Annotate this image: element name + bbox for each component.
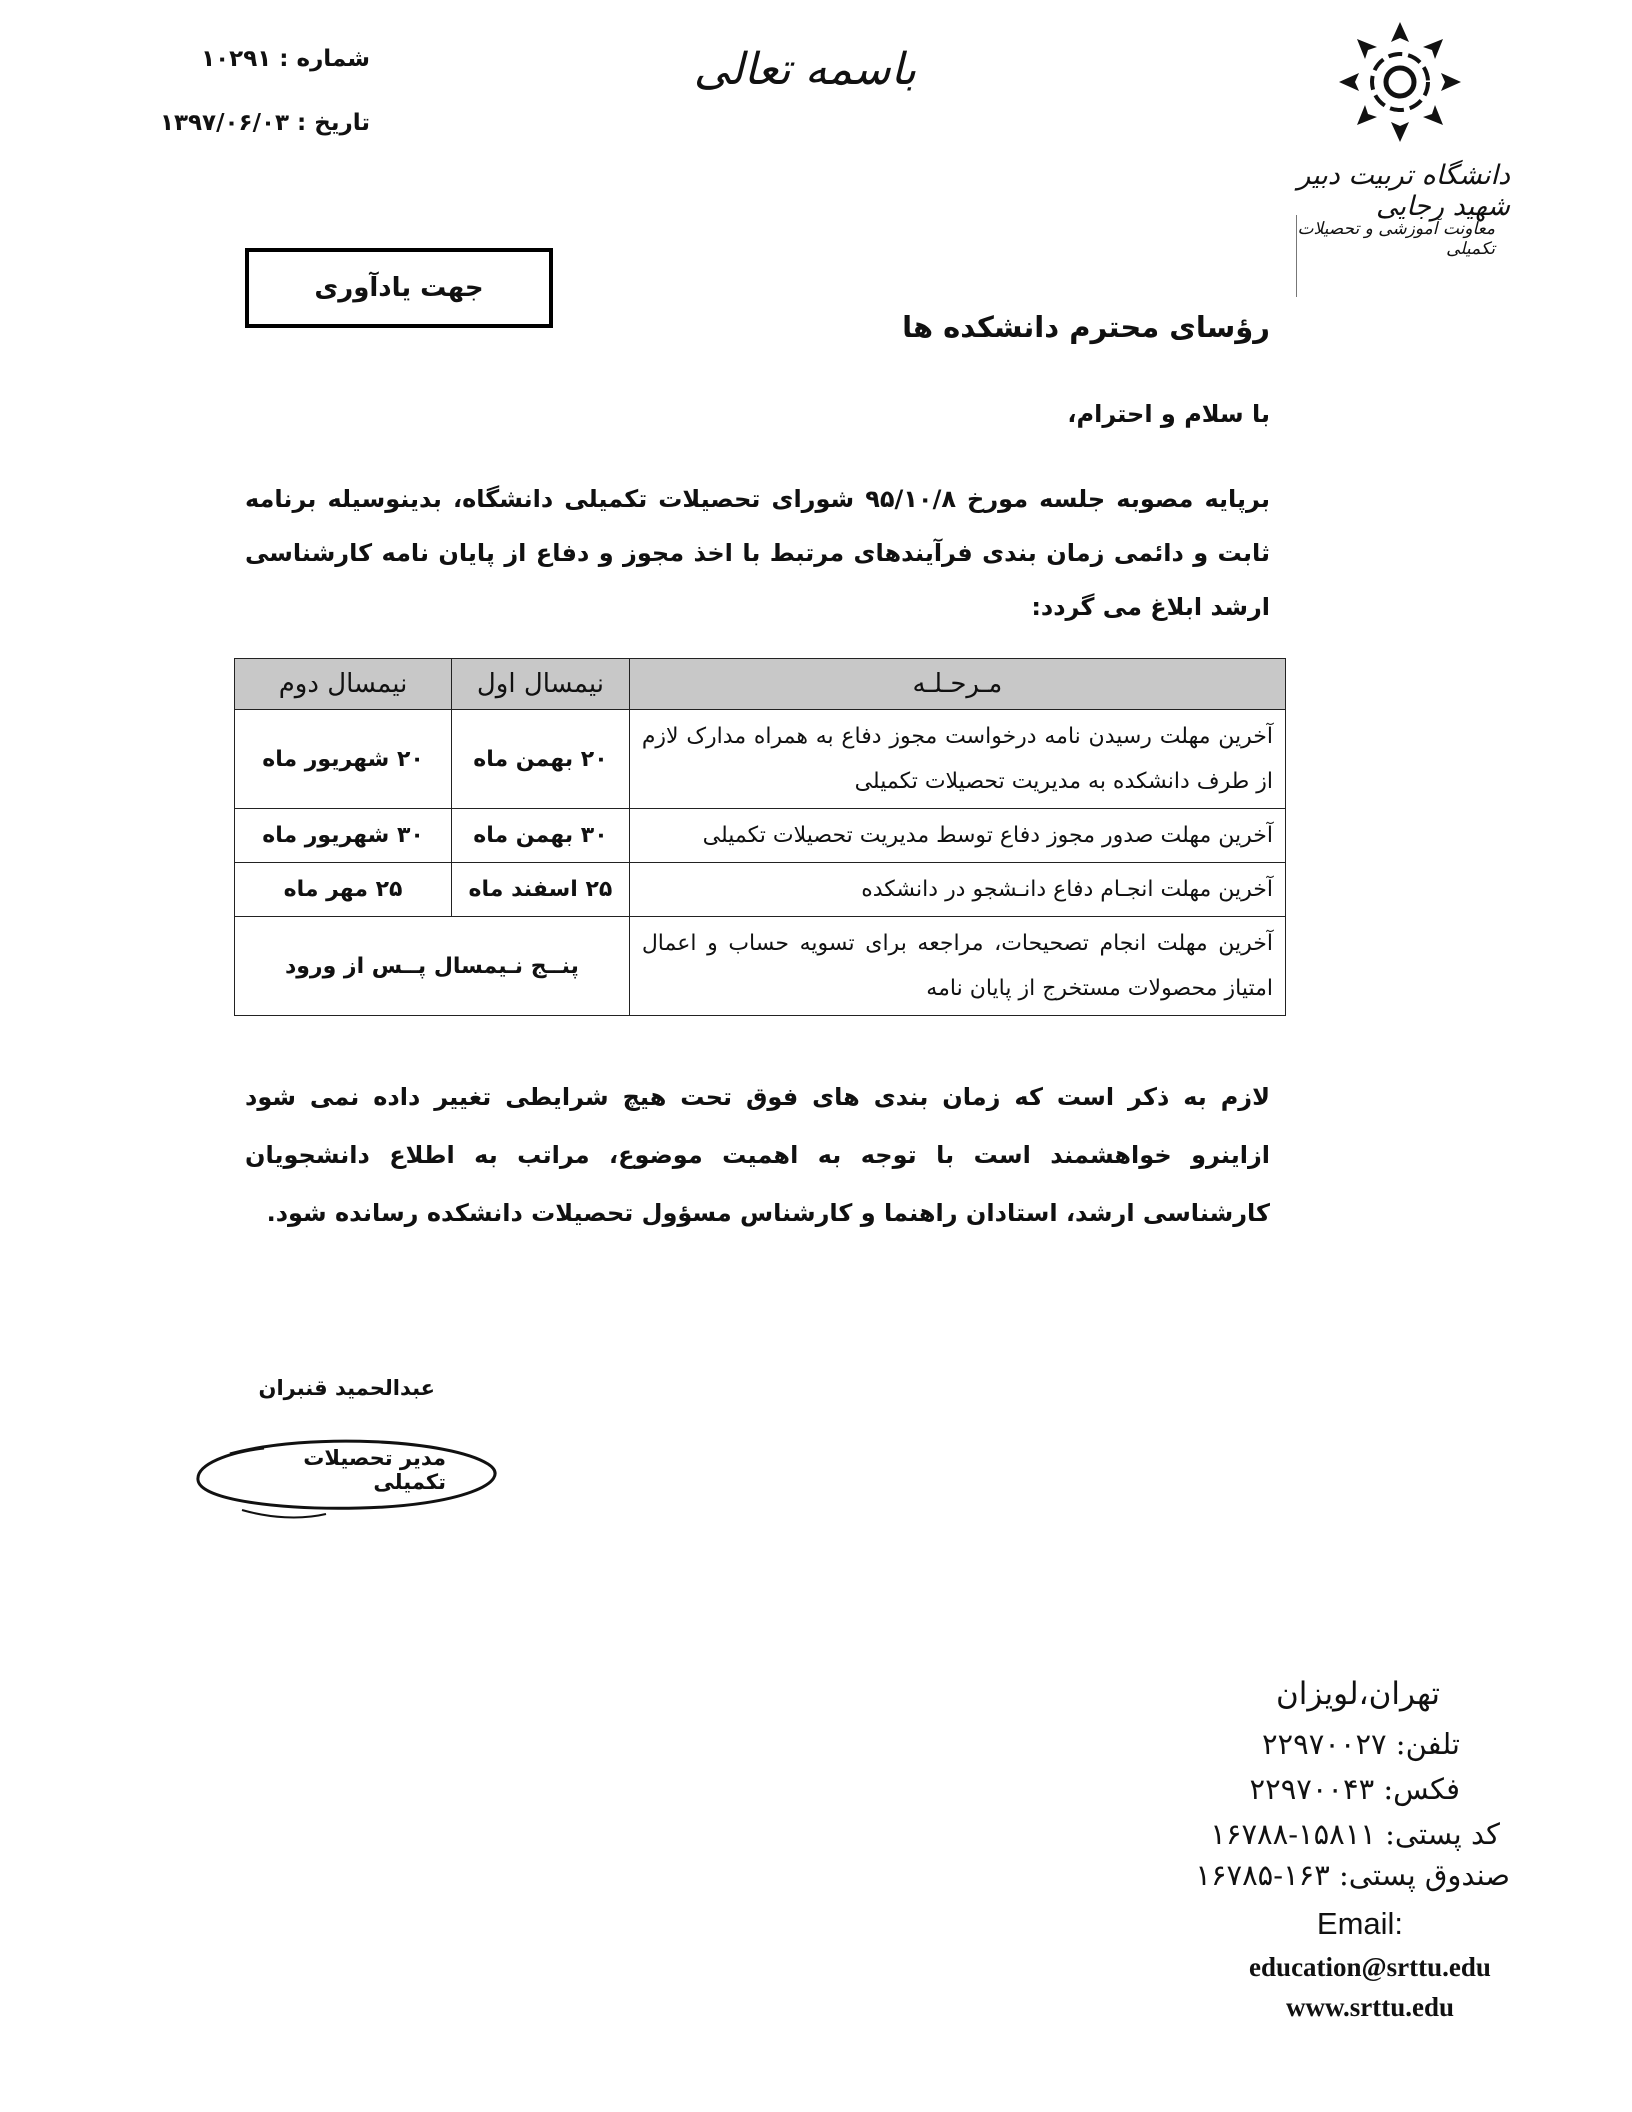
signer-title: مدیر تحصیلات تکمیلی <box>303 1446 446 1494</box>
contact-website: www.srttu.edu <box>1285 1992 1454 2022</box>
university-logo-icon <box>1335 20 1465 145</box>
recipient-line: رؤسای محترم دانشکده ها <box>902 310 1270 344</box>
table-row <box>235 809 1286 863</box>
contact-fax: فکس: ۲۲۹۷۰۰۴۳ <box>1249 1772 1460 1806</box>
contact-phone: تلفن: ۲۲۹۷۰۰۲۷ <box>1261 1727 1460 1761</box>
merged-deadline-cell: پنــج نـیمسال پــس از ورود <box>235 917 630 1016</box>
second-semester-cell: ۲۰ شهریور ماه <box>235 710 452 809</box>
intro-paragraph: برپایه مصوبه جلسه مورخ ۹۵/۱۰/۸ شورای تحصیلات تکمیلی دانشگاه، بدینوسیله برنامه ثابت و دائمی زمان بندی فرآیندهای مرتبط با اخذ مجوز و دفاع از پایان نامه کارشناسی ارشد ابلاغ می گردد: <box>245 485 1270 621</box>
first-semester-cell: ۲۰ بهمن ماه <box>452 710 630 809</box>
stage-cell: آخرین مهلت صدور مجوز دفاع توسط مدیریت تحصیلات تکمیلی <box>629 809 1285 863</box>
contact-po-box: صندوق پستی: ۱۶۳-۱۶۷۸۵ <box>1195 1858 1510 1892</box>
second-semester-cell: ۲۵ مهر ماه <box>235 863 452 917</box>
table-row <box>235 917 1286 1016</box>
header-first-semester: نیمسال اول <box>452 659 630 710</box>
first-semester-cell: ۲۵ اسفند ماه <box>452 863 630 917</box>
letter-date: تاریخ : ۱۳۹۷/۰۶/۰۳ <box>159 110 370 136</box>
contact-city: تهران،لویزان <box>1276 1676 1440 1712</box>
header-second-semester: نیمسال دوم <box>235 659 452 710</box>
header-divider <box>1296 215 1297 297</box>
header-stage: مـرحـلـه <box>629 659 1285 710</box>
university-name: دانشگاه تربیت دبیر شهید رجایی <box>1297 160 1510 222</box>
table-row <box>235 710 1286 809</box>
contact-postal-code: کد پستی: ۱۵۸۱۱-۱۶۷۸۸ <box>1210 1817 1500 1851</box>
stage-cell: آخرین مهلت انجـام دفاع دانـشجو در دانشکده <box>629 863 1285 917</box>
table-row <box>235 863 1286 917</box>
letter-number: شماره : ۱۰۲۹۱ <box>201 46 370 72</box>
contact-email: education@srttu.edu <box>1249 1952 1491 1982</box>
stage-cell: آخرین مهلت انجام تصحیحات، مراجعه برای تسویه حساب و اعمال امتیاز محصولات مستخرج از پایان نامه <box>629 917 1285 1016</box>
table-header-row <box>235 659 1286 710</box>
basmala-heading: باسمه تعالی <box>693 44 917 95</box>
schedule-table <box>234 658 1286 1016</box>
greeting-line: با سلام و احترام، <box>1067 400 1270 428</box>
first-semester-cell: ۳۰ بهمن ماه <box>452 809 630 863</box>
reminder-box: جهت یادآوری <box>245 248 553 328</box>
stage-cell: آخرین مهلت رسیدن نامه درخواست مجوز دفاع به همراه مدارک لازم از طرف دانشکده به مدیریت تحصیلات تکمیلی <box>629 710 1285 809</box>
closing-paragraph: لازم به ذکر است که زمان بندی های فوق تحت هیچ شرایطی تغییر داده نمی شود ازاینرو خواهشمند است با توجه به اهمیت موضوع، مراتب به اطلاع دانشجویان کارشناسی ارشد، استادان راهنما و کارشناس مسؤول تحصیلات دانشکده رسانده شود. <box>245 1083 1270 1227</box>
second-semester-cell: ۳۰ شهریور ماه <box>235 809 452 863</box>
department-name: معاونت آموزشی و تحصیلات تکمیلی <box>1297 219 1495 259</box>
signer-name: عبدالحمید قنبران <box>258 1376 435 1400</box>
email-label: Email: <box>1316 1906 1404 1941</box>
